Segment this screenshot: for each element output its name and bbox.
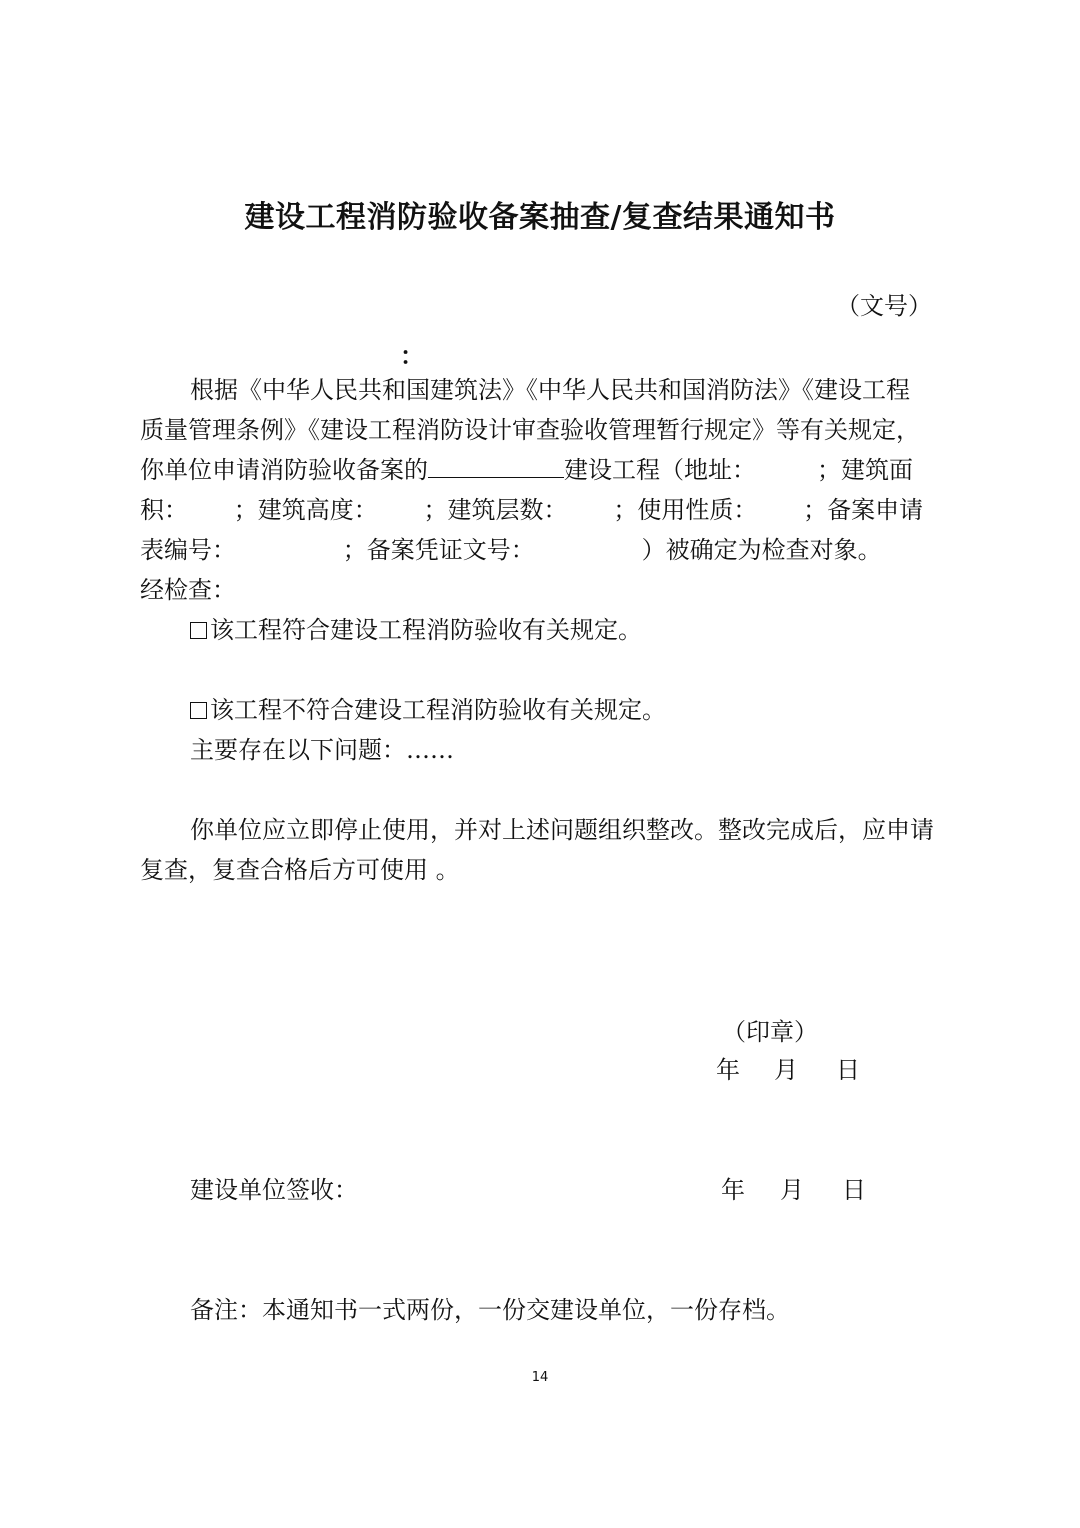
basis-line-5: 表编号： ；备案凭证文号： ）被确定为检查对象。 (140, 536, 882, 564)
issue-date-year: 年 (716, 1056, 740, 1084)
receipt-date-day: 日 (842, 1176, 866, 1204)
rectification-line-1: 你单位应立即停止使用，并对上述问题组织整改。整改完成后，应申请 (190, 816, 934, 844)
rectification-line-2: 复查，复查合格后方可使用 。 (140, 856, 460, 884)
document-number-label: （文号） (836, 292, 932, 320)
receipt-date-year: 年 (721, 1176, 745, 1204)
basis-line-6: 经检查： (140, 576, 236, 604)
basis-line-1: 根据《中华人民共和国建筑法》《中华人民共和国消防法》《建设工程 (190, 376, 910, 404)
issue-date (716, 1050, 860, 1090)
project-name-blank[interactable] (428, 451, 564, 478)
basis-line-2: 质量管理条例》《建设工程消防设计审查验收管理暂行规定》等有关规定， (140, 416, 920, 444)
compliant-checkbox[interactable] (190, 622, 207, 639)
basis-line-4: 积： ；建筑高度： ；建筑层数： ；使用性质： ；备案申请 (140, 496, 924, 524)
option-noncompliant[interactable] (190, 690, 992, 730)
basis-line-3-end: 建设工程（地址： ；建筑面 (564, 456, 914, 484)
remark-note: 备注：本通知书一式两份，一份交建设单位，一份存档。 (190, 1296, 790, 1324)
issue-date-day: 日 (836, 1056, 860, 1084)
noncompliant-checkbox[interactable] (190, 702, 207, 719)
basis-line-3 (140, 450, 942, 490)
issues-label: 主要存在以下问题：…… (190, 736, 454, 764)
page-number: 14 (531, 1370, 549, 1385)
basis-line-3-start: 你单位申请消防验收备案的 (140, 456, 428, 484)
seal-label: （印章） (722, 1018, 818, 1046)
option-compliant[interactable] (190, 610, 992, 650)
addressee-colon: ： (400, 341, 424, 370)
receipt-date (721, 1170, 866, 1210)
option-noncompliant-label: 该工程不符合建设工程消防验收有关规定。 (210, 696, 666, 724)
issue-date-month: 月 (774, 1056, 798, 1084)
document-title: 建设工程消防验收备案抽查/复查结果通知书 (244, 200, 836, 235)
option-compliant-label: 该工程符合建设工程消防验收有关规定。 (210, 616, 642, 644)
receipt-date-month: 月 (780, 1176, 804, 1204)
sign-receipt-label: 建设单位签收： (190, 1176, 358, 1204)
